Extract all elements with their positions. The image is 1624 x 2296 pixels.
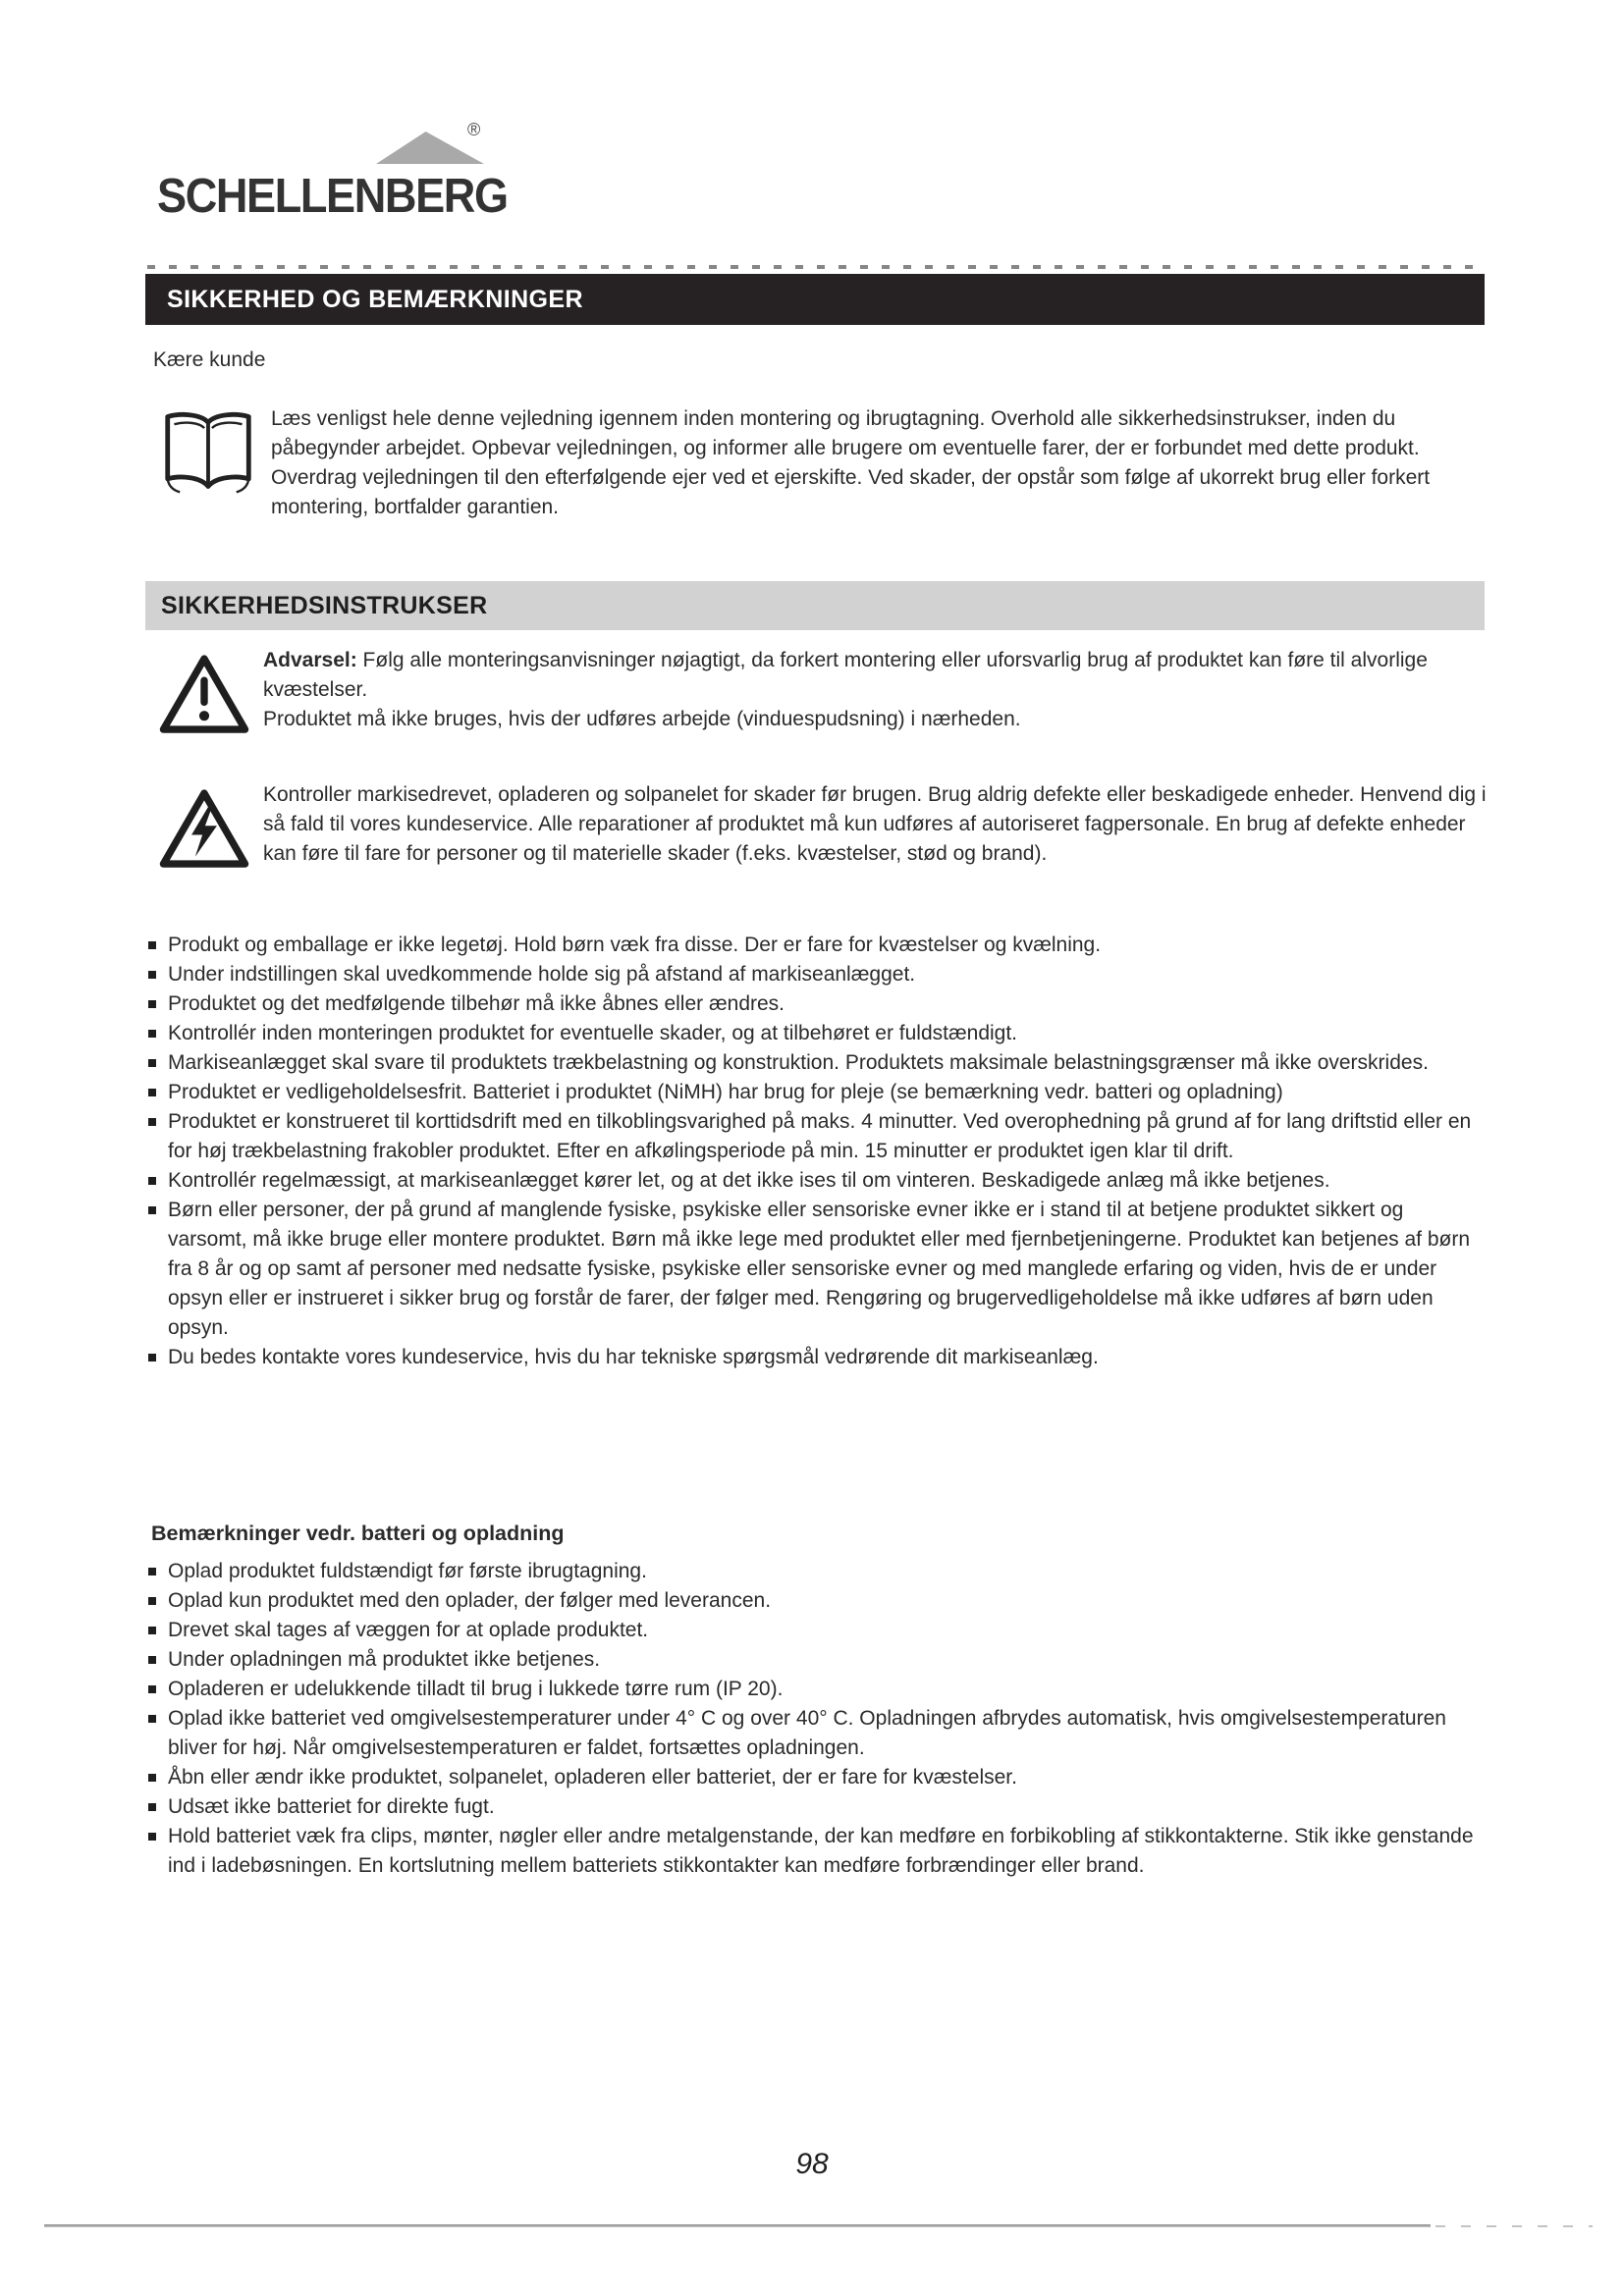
warning-icon-column [153,646,263,749]
safety-list-item: Kontrollér inden monteringen produktet for eventuelle skader, og at tilbehøret er fuldstændigt. [147,1019,1487,1048]
warning-electric-paragraph: Kontroller markisedrevet, opladeren og solpanelet for skader før brugen. Brug aldrig defekte eller beskadigede enheder. Henvend dig i så fald til vores kundeservice. Alle reparationer af produktet må kun udføres af autoriseret fagpersonale. En brug af defekte enheder kan føre til fare for personer og til materielle skader (f.eks. kvæstelser, stød og brand). [263,783,1487,865]
warning-text [263,780,1487,883]
bottom-divider-dots [1435,2225,1593,2227]
intro-paragraph: Læs venligst hele denne vejledning igennem inden montering og ibrugtagning. Overhold alle sikkerhedsinstrukser, inden du påbegynder arbejdet. Opbevar vejledningen, og informer alle brugere om eventuelle farer, der er forbundet med dette produkt. Overdrag vejledningen til den efterfølgende ejer ved et ejerskifte. Ved skader, der opstår som følge af ukorrekt brug eller forkert montering, bortfalder garantien. [271,407,1431,518]
warning-block-advarsel [153,646,1487,749]
safety-list-item: Du bedes kontakte vores kundeservice, hvis du har tekniske spørgsmål vedrørende dit markiseanlæg. [147,1343,1487,1372]
greeting-text: Kære kunde [153,348,266,371]
battery-notes-list [147,1557,1487,1881]
battery-list-item: Oplad produktet fuldstændigt før første ibrugtagning. [147,1557,1487,1586]
warning-advarsel-text: Følg alle monteringsanvisninger nøjagtigt, da forkert montering eller uforsvarlig brug af produktet kan føre til alvorlige kvæstelser. [263,649,1428,701]
battery-list-item: Drevet skal tages af væggen for at oplade produktet. [147,1616,1487,1645]
section-header-sikkerhed [145,274,1485,325]
warning-advarsel-paragraph [263,646,1487,705]
safety-list-item: Produktet og det medfølgende tilbehør må ikke åbnes eller ændres. [147,989,1487,1019]
safety-list-item: Under indstillingen skal uvedkommende holde sig på afstand af markiseanlægget. [147,960,1487,989]
battery-list-item: Åbn eller ændr ikke produktet, solpanelet, opladeren eller batteriet, der er fare for kvæstelser. [147,1763,1487,1792]
battery-list-item: Oplad ikke batteriet ved omgivelsestemperaturer under 4° C og over 40° C. Opladningen afbrydes automatisk, hvis omgivelsestemperaturen bliver for høj. Når omgivelsestemperaturen er faldet, fortsættes opladningen. [147,1704,1487,1763]
warning-text [263,646,1487,749]
warning-triangle-icon [157,650,251,740]
warning-advarsel-line2: Produktet må ikke bruges, hvis der udføres arbejde (vinduespudsning) i nærheden. [263,708,1021,730]
section-header-sikkerhedsinstrukser [145,581,1485,630]
battery-list-item: Udsæt ikke batteriet for direkte fugt. [147,1792,1487,1822]
safety-list-item: Børn eller personer, der på grund af manglende fysiske, psykiske eller sensoriske evner ikke er i stand til at betjene produktet sikkert og varsomt, må ikke bruge eller montere produktet. Børn må ikke lege med produktet eller med fjernbetjeningerne. Produktet kan betjenes af børn fra 8 år og op samt af personer med nedsatte fysiske, psykiske eller sensoriske evner og med manglede erfaring og viden, hvis de er under opsyn eller er instrueret i sikker brug og forstår de farer, der følger med. Rengøring og brugervedligeholdelse må ikke udføres af børn uden opsyn. [147,1196,1487,1343]
warning-icon-column [153,780,263,883]
page-number: 98 [795,2148,829,2180]
battery-list-item: Hold batteriet væk fra clips, mønter, nøgler eller andre metalgenstande, der kan medføre en forbikobling af stikkontakterne. Stik ikke genstande ind i ladebøsningen. En kortslutning mellem batteriets stikkontakter kan medføre forbrændinger eller brand. [147,1822,1487,1881]
warning-block-electric [153,780,1487,883]
battery-section-heading: Bemærkninger vedr. batteri og opladning [151,1522,565,1545]
battery-list-item: Opladeren er udelukkende tilladt til brug i lukkede tørre rum (IP 20). [147,1675,1487,1704]
scan-artifact-dashes [147,265,1483,269]
safety-list-item: Markiseanlægget skal svare til produktets trækbelastning og konstruktion. Produktets maksimale belastningsgrænser må ikke overskrides. [147,1048,1487,1078]
brand-logo [157,120,550,224]
safety-list-item: Kontrollér regelmæssigt, at markiseanlægget kører let, og at det ikke ises til om vinteren. Beskadigede anlæg må ikke betjenes. [147,1166,1487,1196]
brand-wordmark: SCHELLENBERG [157,170,508,223]
safety-list-item: Produktet er vedligeholdelsesfrit. Batteriet i produktet (NiMH) har brug for pleje (se bemærkning vedr. batteri og opladning) [147,1078,1487,1107]
safety-instructions-list [147,931,1487,1372]
electric-hazard-icon [157,784,251,875]
section-header-title: SIKKERHED OG BEMÆRKNINGER [167,285,583,313]
subsection-header-title: SIKKERHEDSINSTRUKSER [161,591,488,619]
bottom-divider [44,2224,1431,2227]
safety-list-item: Produktet er konstrueret til korttidsdrift med en tilkoblingsvarighed på maks. 4 minutter. Ved overophedning på grund af for lang driftstid eller en for høj trækbelastning frakobler produktet. Efter en afkølingsperiode på min. 15 minutter er produktet igen klar til drift. [147,1107,1487,1166]
open-book-icon [161,406,255,499]
battery-list-item: Oplad kun produktet med den oplader, der følger med leverancen. [147,1586,1487,1616]
intro-paragraph-block [153,404,1487,522]
battery-list-item: Under opladningen må produktet ikke betjenes. [147,1645,1487,1675]
registered-trademark: ® [467,120,481,139]
safety-list-item: Produkt og emballage er ikke legetøj. Hold børn væk fra disse. Der er fare for kvæstelser og kvælning. [147,931,1487,960]
warning-advarsel-label: Advarsel: [263,649,357,671]
